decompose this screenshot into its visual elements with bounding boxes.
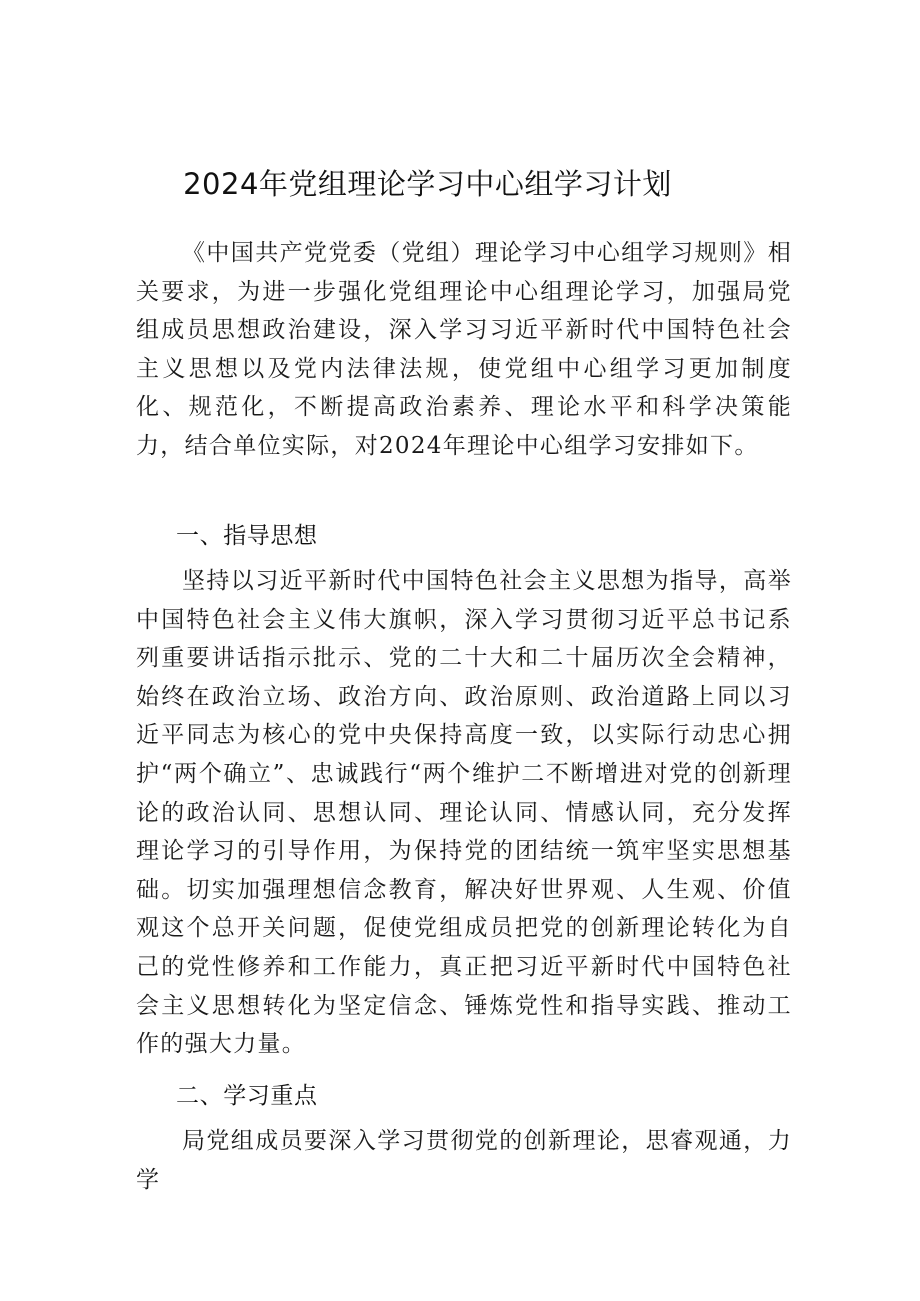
section-paragraph-study-focus: 局党组成员要深入学习贯彻党的创新理论，思睿观通，力学 bbox=[136, 1128, 792, 1193]
intro-paragraph: 《中国共产党党委（党组）理论学习中心组学习规则》相关要求，为进一步强化党组理论中心组理论学习，加强局党组成员思想政治建设，深入学习习近平新时代中国特色社会主义思想以及党内法律法规，使党组中心组学习更加制度化、规范化，不断提高政治素养、理论水平和科学决策能力，结合单位实际，对2024年理论中心组学习安排如下。 bbox=[136, 240, 792, 459]
section-paragraph-guiding-ideology: 坚持以习近平新时代中国特色社会主义思想为指导，高举中国特色社会主义伟大旗帜，深入学习贯彻习近平总书记系列重要讲话指示批示、党的二十大和二十届历次全会精神，始终在政治立场、政治方向、政治原则、政治道路上同以习近平同志为核心的党中央保持高度一致，以实际行动忠心拥护“两个确立”、忠诚践行“两个维护二不断增进对党的创新理论的政治认同、思想认同、理论认同、情感认同，充分发挥理论学习的引导作用，为保持党的团结统一筑牢坚实思想基础。切实加强理想信念教育，解决好世界观、人生观、价值观这个总开关问题，促使党组成员把党的创新理论转化为自己的党性修养和工作能力，真正把习近平新时代中国特色社会主义思想转化为坚定信念、锤炼党性和指导实践、推动工作的强大力量。 bbox=[136, 568, 792, 1058]
section-heading-study-focus: 二、学习重点 bbox=[176, 1083, 318, 1109]
section-heading-guiding-ideology: 一、指导思想 bbox=[176, 523, 318, 549]
document-title: 2024年党组理论学习中心组学习计划 bbox=[183, 167, 672, 201]
